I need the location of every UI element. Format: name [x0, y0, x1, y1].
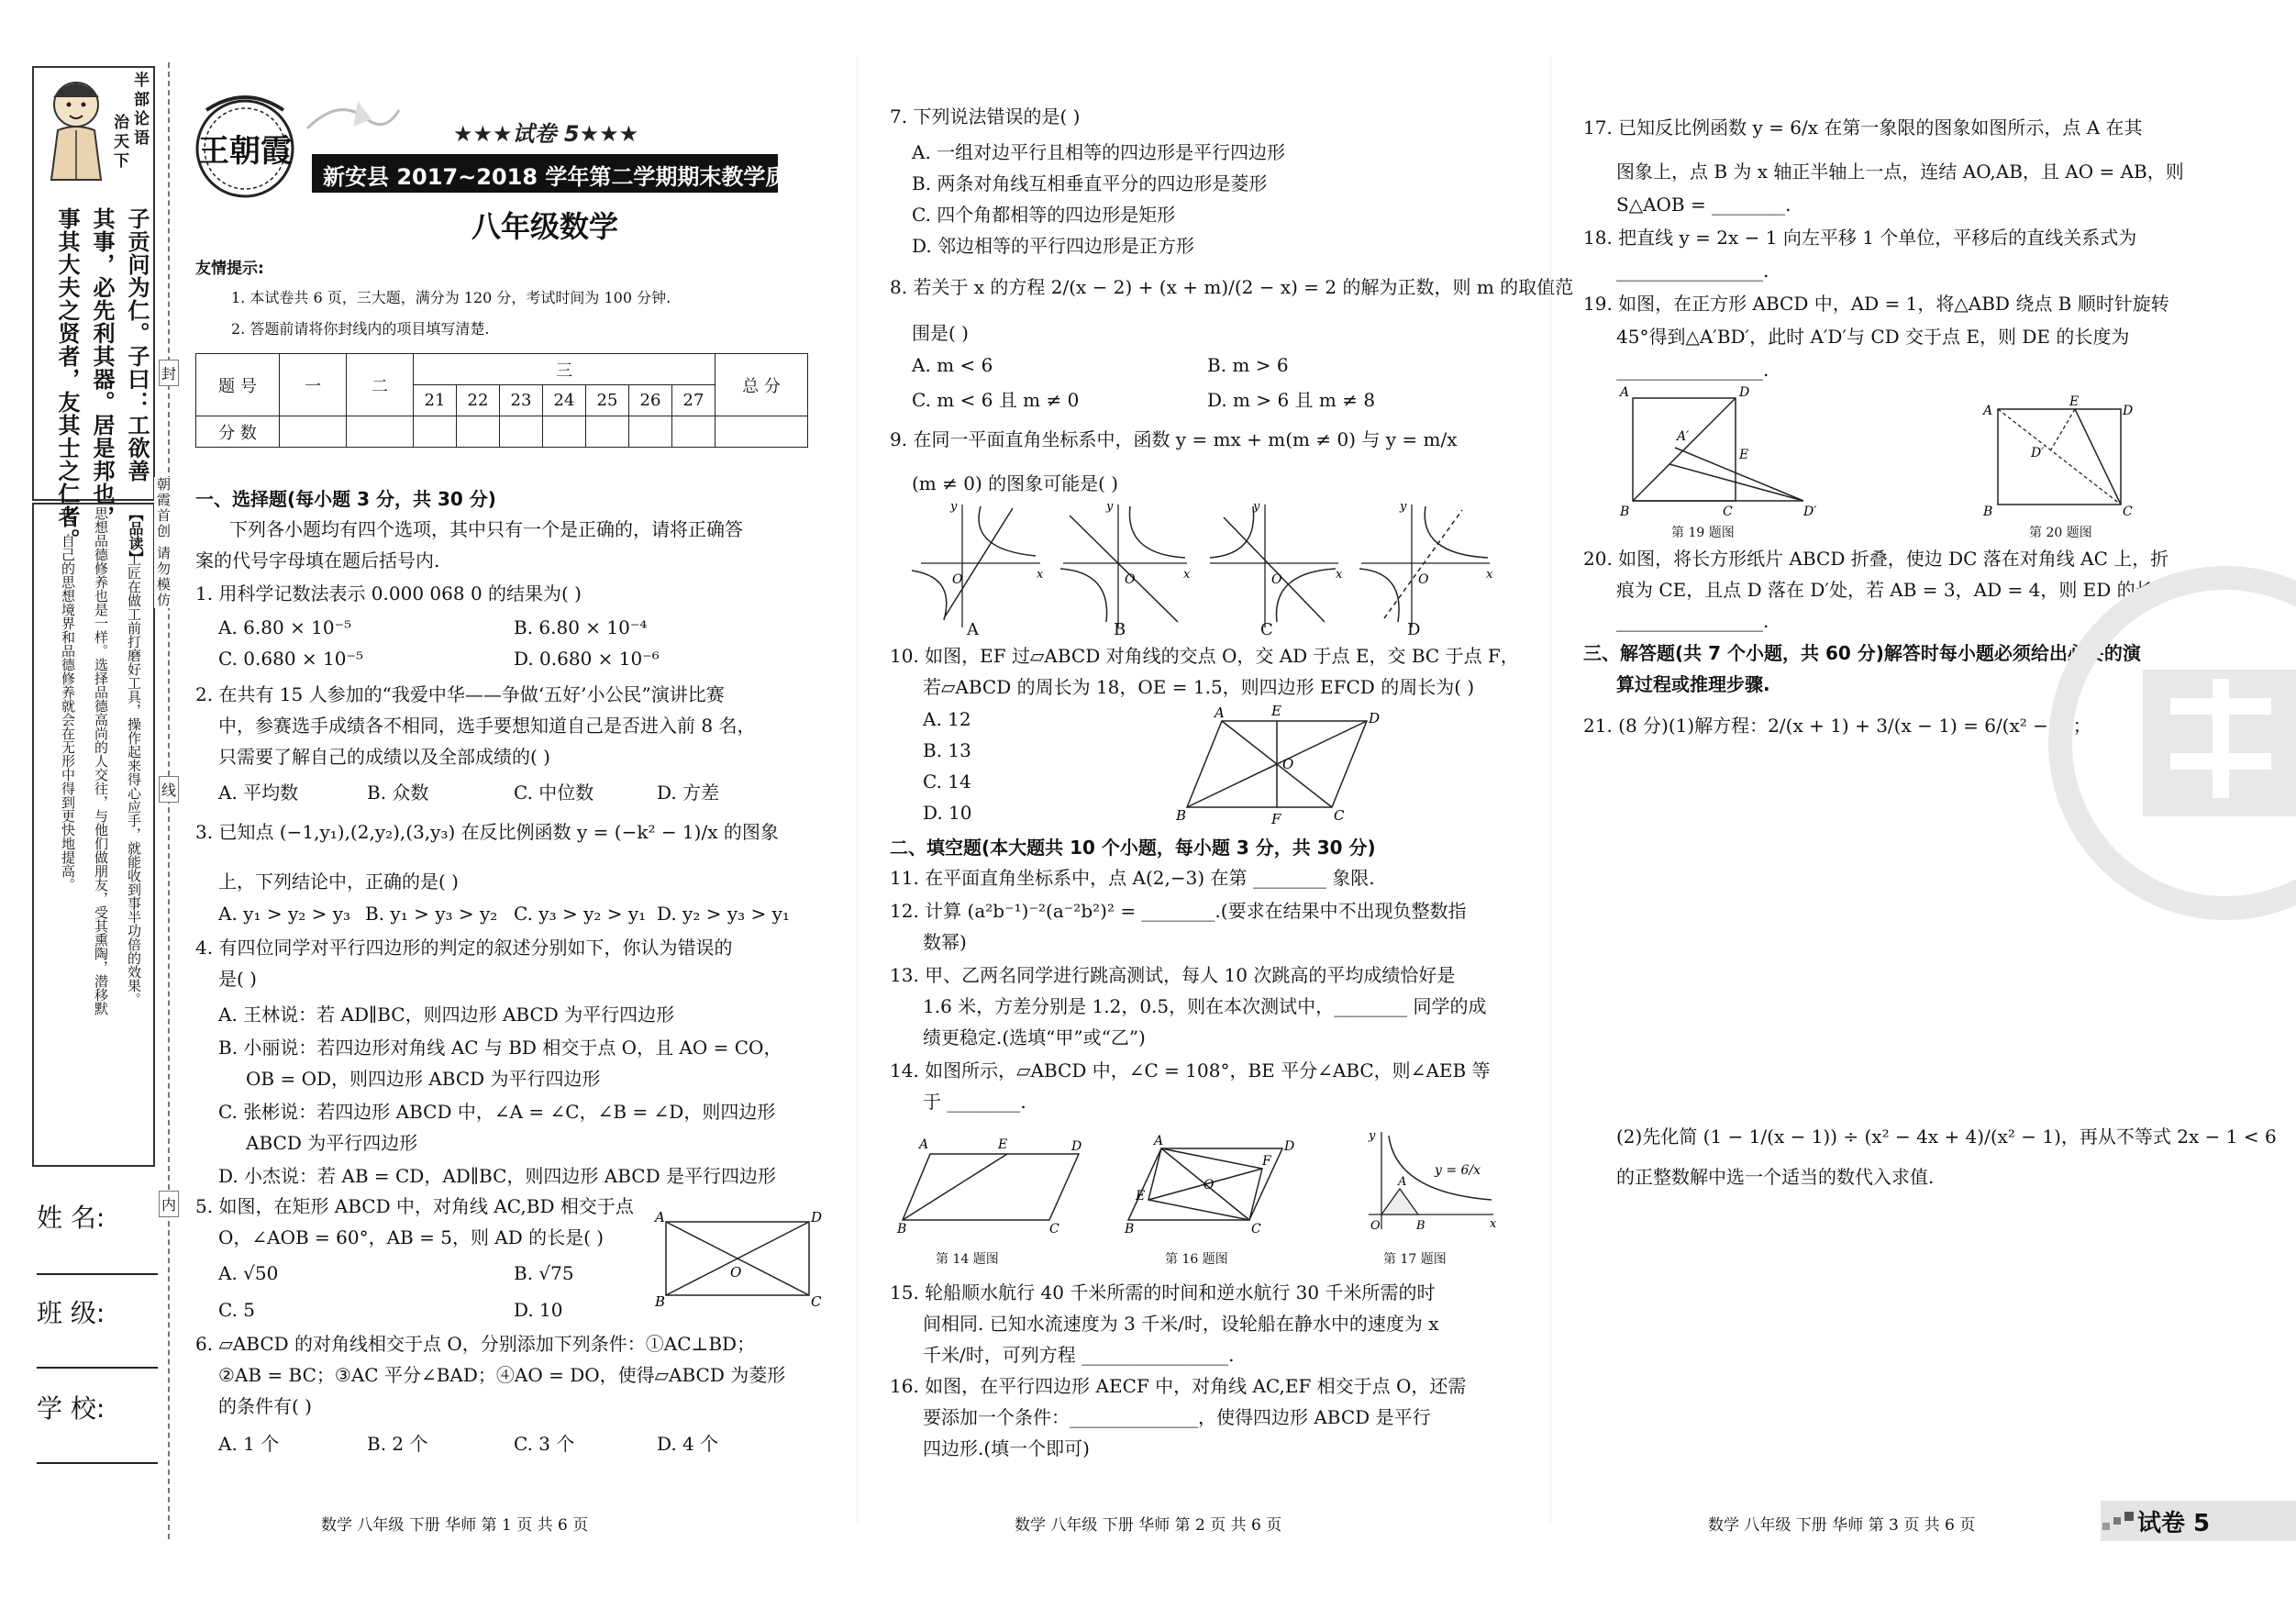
svg-text:O: O	[1271, 572, 1282, 587]
svg-text:D: D	[1369, 710, 1381, 726]
q20-caption: 第 20 题图	[2029, 526, 2092, 540]
q9-line-1: 9. 在同一平面直角坐标系中，函数 y = mx + m(m ≠ 0) 与 y = m/x	[890, 428, 1458, 450]
score-cell[interactable]	[629, 416, 672, 448]
q1-opt-a[interactable]: A. 6.80 × 10⁻⁵	[218, 616, 352, 638]
score-col-24: 24	[543, 385, 586, 416]
svg-text:E: E	[2069, 394, 2080, 409]
confucius-avatar-icon	[35, 70, 117, 189]
q6-line-3: 的条件有( )	[218, 1395, 312, 1417]
score-header-label: 题 号	[196, 354, 280, 416]
page3-footer: 数学 八年级 下册 华师 第 3 页 共 6 页	[1708, 1516, 1976, 1535]
q13-line-3: 绩更稳定.(选填“甲”或“乙”)	[923, 1026, 1146, 1048]
q10-opt-b[interactable]: B. 13	[923, 739, 971, 761]
svg-text:C: C	[1251, 1222, 1261, 1237]
brand-logo-icon	[188, 88, 303, 207]
school-field[interactable]	[37, 1462, 158, 1464]
svg-text:B: B	[1416, 1219, 1425, 1233]
svg-text:F: F	[1262, 1154, 1271, 1169]
svg-text:D: D	[1071, 1139, 1082, 1154]
svg-text:D: D	[1739, 385, 1750, 400]
q3-line-2: 上，下列结论中，正确的是( )	[218, 871, 459, 893]
q3-line-1: 3. 已知点 (−1,y₁),(2,y₂),(3,y₃) 在反比例函数 y = (−k² − 1)/x 的图象	[195, 821, 779, 843]
svg-text:B: B	[1125, 1222, 1135, 1237]
quote-subtitle-2: 治天下	[110, 114, 128, 172]
q9-graph-c[interactable]	[1210, 500, 1343, 627]
score-col-21: 21	[414, 385, 457, 416]
q16-line-3: 四边形.(填一个即可)	[923, 1437, 1090, 1459]
svg-text:E: E	[1739, 448, 1749, 462]
svg-text:O: O	[1203, 1178, 1215, 1192]
q21-part2-answer-area[interactable]	[1583, 1202, 2225, 1495]
svg-text:y: y	[1253, 500, 1260, 514]
seal-char-1: 封	[159, 360, 179, 386]
svg-text:B: B	[1620, 505, 1630, 519]
q17-line-1: 17. 已知反比例函数 y = 6/x 在第一象限的图象如图所示，点 A 在其	[1583, 116, 2143, 139]
q21-part2-line-1: (2)先化简 (1 − 1/(x − 1)) ÷ (x² − 4x + 4)/(x² − 1)，再从不等式 2x − 1 < 6	[1616, 1126, 2277, 1148]
svg-text:y: y	[1106, 500, 1114, 514]
score-cell[interactable]	[414, 416, 457, 448]
q1-opt-d[interactable]: D. 0.680 × 10⁻⁶	[514, 648, 660, 670]
q10-line-2: 若▱ABCD 的周长为 18，OE = 1.5，则四边形 EFCD 的周长为( )	[923, 676, 1475, 698]
svg-text:A: A	[919, 1137, 929, 1152]
q8-line-1: 8. 若关于 x 的方程 2/(x − 2) + (x + m)/(2 − x) = 2 的解为正数，则 m 的取值范	[890, 276, 1574, 298]
q17-caption: 第 17 题图	[1383, 1252, 1447, 1267]
score-col-23: 23	[500, 385, 543, 416]
q10-opt-a[interactable]: A. 12	[923, 708, 971, 730]
score-cell[interactable]	[586, 416, 629, 448]
svg-text:y = 6/x: y = 6/x	[1435, 1163, 1481, 1178]
q3-opt-b[interactable]: B. y₁ > y₃ > y₂	[365, 903, 498, 925]
svg-text:F: F	[1271, 811, 1281, 827]
q4-opt-b[interactable]: B. 小丽说：若四边形对角线 AC 与 BD 相交于点 O，且 AO = CO，	[218, 1037, 782, 1059]
svg-text:A: A	[1398, 1175, 1407, 1189]
q7-opt-a[interactable]: A. 一组对边平行且相等的四边形是平行四边形	[912, 141, 1286, 163]
score-col-27: 27	[672, 385, 715, 416]
q2-opt-a[interactable]: A. 平均数	[218, 782, 299, 804]
seal-watermark-icon	[2033, 569, 2296, 936]
q6-line-1: 6. ▱ABCD 的对角线相交于点 O，分别添加下列条件：①AC⊥BD；	[195, 1333, 756, 1355]
q2-opt-b[interactable]: B. 众数	[367, 782, 429, 804]
score-cell[interactable]	[672, 416, 715, 448]
svg-text:B: B	[655, 1293, 666, 1310]
logo-text: 王朝霞	[198, 133, 292, 170]
svg-text:O: O	[1125, 572, 1136, 587]
score-header-section3: 三	[414, 354, 715, 385]
q17-small-figure	[1365, 1128, 1501, 1233]
q10-opt-c[interactable]: C. 14	[923, 771, 971, 793]
svg-text:B: B	[1176, 807, 1187, 824]
class-label: 班 级:	[37, 1298, 105, 1328]
q4-line-1: 4. 有四位同学对平行四边形的判定的叙述分别如下，你认为错误的	[195, 937, 733, 959]
section1-intro-1: 下列各小题均有四个选项，其中只有一个是正确的，请将正确答	[229, 518, 743, 540]
score-row-label: 分 数	[196, 416, 280, 448]
q7-opt-c[interactable]: C. 四个角都相等的四边形是矩形	[912, 204, 1176, 226]
seal-char-2: 线	[159, 776, 179, 803]
reading-line-2: 思想品德修养也是一样。选择品德高尚的人交往，与他们做朋友，受其熏陶，潜移默	[93, 506, 109, 1015]
svg-text:C: C	[1049, 1222, 1059, 1237]
q3-opt-a[interactable]: A. y₁ > y₂ > y₃	[218, 903, 351, 925]
q13-line-1: 13. 甲、乙两名同学进行跳高测试，每人 10 次跳高的平均成绩恰好是	[890, 964, 1456, 986]
corner-squares-icon	[2102, 1510, 2139, 1534]
svg-text:C: C	[1334, 807, 1345, 824]
q20-figure	[1980, 393, 2132, 519]
q2-opt-c[interactable]: C. 中位数	[514, 782, 594, 804]
q1-opt-c[interactable]: C. 0.680 × 10⁻⁵	[218, 648, 364, 670]
svg-text:O: O	[1418, 572, 1429, 587]
strip-text: 朝霞首创 请勿模仿	[155, 477, 172, 608]
q14-line-1: 14. 如图所示，▱ABCD 中，∠C = 108°，BE 平分∠ABC，则∠AEB 等	[890, 1059, 1491, 1081]
q19-line-2: 45°得到△A′BD′，此时 A′D′与 CD 交于点 E，则 DE 的长度为	[1616, 326, 2130, 348]
svg-text:O: O	[730, 1264, 742, 1281]
q8-opt-d[interactable]: D. m > 6 且 m ≠ 8	[1207, 389, 1376, 411]
svg-text:A′: A′	[1677, 429, 1690, 444]
q9-label-c: C	[1260, 620, 1273, 639]
section3-title-1: 三、解答题(共 7 个小题，共 60 分)解答时每小题必须给出必要的演	[1583, 642, 2141, 664]
q19-line-3: ________________.	[1616, 359, 1769, 381]
q10-opt-d[interactable]: D. 10	[923, 802, 972, 824]
score-col-25: 25	[586, 385, 629, 416]
q3-opt-d[interactable]: D. y₂ > y₃ > y₁	[657, 903, 790, 925]
q7-opt-b[interactable]: B. 两条对角线互相垂直平分的四边形是菱形	[912, 172, 1268, 194]
q2-line-3: 只需要了解自己的成绩以及全部成绩的( )	[218, 746, 550, 768]
score-cell[interactable]	[715, 416, 808, 448]
q19-line-1: 19. 如图，在正方形 ABCD 中，AD = 1，将△ABD 绕点 B 顺时针旋转	[1583, 293, 2169, 315]
ribbon-decoration-icon	[303, 92, 404, 147]
svg-text:x: x	[1336, 568, 1343, 582]
page-divider-2	[1550, 55, 1551, 1523]
q19-caption: 第 19 题图	[1671, 526, 1735, 540]
q14-line-2: 于 ________.	[923, 1091, 1026, 1113]
section1-intro-2: 案的代号字母填在题后括号内.	[195, 549, 440, 571]
corner-tag: 试卷 5	[2137, 1510, 2211, 1537]
exam-title: 新安县 2017~2018 学年第二学期期末教学质量检测试卷	[323, 164, 898, 190]
q6-opt-b[interactable]: B. 2 个	[367, 1433, 428, 1455]
q3-opt-c[interactable]: C. y₃ > y₂ > y₁	[514, 903, 647, 925]
q4-opt-c-cont: ABCD 为平行四边形	[246, 1132, 418, 1154]
section2-title: 二、填空题(本大题共 10 个小题，每小题 3 分，共 30 分)	[890, 837, 1376, 859]
q2-line-2: 中，参赛选手成绩各不相同，选手要想知道自己是否进入前 8 名，	[218, 715, 756, 737]
q4-opt-b-cont: OB = OD，则四边形 ABCD 为平行四边形	[246, 1068, 601, 1090]
svg-text:x: x	[1486, 568, 1493, 582]
q13-line-2: 1.6 米，方差分别是 1.2，0.5，则在本次测试中，________ 同学的成	[923, 995, 1487, 1017]
q21-part2-line-2: 的正整数解中选一个适当的数代入求值.	[1616, 1166, 1935, 1188]
score-header-section2: 二	[347, 354, 414, 416]
svg-text:E: E	[998, 1137, 1008, 1152]
q2-opt-d[interactable]: D. 方差	[657, 782, 720, 804]
svg-text:x: x	[1490, 1217, 1497, 1231]
q17-line-2: 图象上，点 B 为 x 轴正半轴上一点，连结 AO,AB，且 AO = AB，则	[1616, 161, 2184, 183]
svg-text:E: E	[1271, 703, 1281, 719]
q6-line-2: ②AB = BC；③AC 平分∠BAD；④AO = DO，使得▱ABCD 为菱形	[218, 1364, 786, 1386]
quote-line-1: 子贡问为仁。子曰：工欲善	[124, 207, 150, 482]
svg-text:y: y	[950, 500, 958, 514]
q6-opt-a[interactable]: A. 1 个	[218, 1433, 280, 1455]
notice-item-1: 1. 本试卷共 6 页，三大题，满分为 120 分，考试时间为 100 分钟.	[231, 289, 671, 306]
svg-text:A: A	[1215, 704, 1225, 721]
reading-line-1: 工匠在做工前打磨好工具，操作起来得心应手，就能收到事半功倍的效果。	[126, 552, 142, 1006]
q14-caption: 第 14 题图	[936, 1252, 999, 1267]
svg-text:D′: D′	[1803, 505, 1817, 519]
q9-label-d: D	[1407, 620, 1421, 639]
q12-line-2: 数幂)	[923, 931, 967, 953]
svg-text:C: C	[2123, 505, 2133, 519]
subject-title: 八年级数学	[471, 209, 619, 244]
q4-line-2: 是( )	[218, 968, 257, 990]
school-label: 学 校:	[37, 1393, 105, 1424]
q7: 7. 下列说法错误的是( )	[890, 105, 1081, 128]
name-field[interactable]	[37, 1273, 158, 1275]
svg-text:A: A	[655, 1209, 665, 1225]
svg-text:B: B	[897, 1222, 907, 1237]
q6-opt-d[interactable]: D. 4 个	[657, 1433, 719, 1455]
q5-line-1: 5. 如图，在矩形 ABCD 中，对角线 AC,BD 相交于点	[195, 1195, 634, 1217]
svg-text:E: E	[1136, 1189, 1146, 1203]
svg-text:C: C	[811, 1293, 822, 1310]
score-table	[195, 353, 808, 448]
score-cell[interactable]	[543, 416, 586, 448]
score-cell[interactable]	[347, 416, 414, 448]
q18-line-1: 18. 把直线 y = 2x − 1 向左平移 1 个单位，平移后的直线关系式为	[1583, 227, 2137, 249]
svg-text:D: D	[811, 1209, 823, 1225]
svg-text:A: A	[1983, 404, 1993, 418]
q5-opt-b[interactable]: B. √75	[514, 1262, 574, 1284]
q4-opt-a[interactable]: A. 王林说：若 AD∥BC，则四边形 ABCD 为平行四边形	[218, 1004, 675, 1026]
svg-text:C: C	[1723, 505, 1733, 519]
q5-rectangle-figure	[653, 1209, 822, 1310]
q11: 11. 在平面直角坐标系中，点 A(2,−3) 在第 ________ 象限.	[890, 867, 1375, 889]
class-field[interactable]	[37, 1367, 158, 1369]
q15-line-3: 千米/时，可列方程 ________________.	[923, 1344, 1235, 1366]
quote-line-2: 其事，必先利其器。居是邦也，	[89, 207, 115, 528]
q10-parallelogram-figure	[1176, 701, 1387, 826]
q8-opt-b[interactable]: B. m > 6	[1207, 354, 1289, 376]
q9-graph-b[interactable]	[1060, 500, 1191, 627]
score-col-26: 26	[629, 385, 672, 416]
score-header-total: 总 分	[715, 354, 808, 416]
q4-opt-d[interactable]: D. 小杰说：若 AB = CD，AD∥BC，则四边形 ABCD 是平行四边形	[218, 1165, 776, 1187]
section3-title-2: 算过程或推理步骤.	[1616, 673, 1770, 695]
q1: 1. 用科学记数法表示 0.000 068 0 的结果为( )	[195, 582, 582, 604]
q8-opt-a[interactable]: A. m < 6	[912, 354, 993, 376]
page1-footer: 数学 八年级 下册 华师 第 1 页 共 6 页	[321, 1516, 589, 1535]
page2-footer: 数学 八年级 下册 华师 第 2 页 共 6 页	[1015, 1516, 1282, 1535]
score-cell[interactable]	[500, 416, 543, 448]
q20-line-1: 20. 如图，将长方形纸片 ABCD 折叠，使边 DC 落在对角线 AC 上，折	[1583, 548, 2169, 570]
notice-title: 友情提示:	[195, 260, 264, 278]
q9-graph-a[interactable]	[912, 500, 1044, 627]
name-label: 姓 名:	[37, 1203, 105, 1233]
q8-opt-c[interactable]: C. m < 6 且 m ≠ 0	[912, 389, 1080, 411]
q5-opt-c[interactable]: C. 5	[218, 1299, 256, 1321]
svg-text:B: B	[1983, 505, 1993, 519]
q7-opt-d[interactable]: D. 邻边相等的平行四边形是正方形	[912, 235, 1195, 257]
q20-line-2: 痕为 CE，且点 D 落在 D′处，若 AB = 3，AD = 4，则 ED 的长为	[1616, 579, 2172, 601]
q14-figure	[897, 1132, 1084, 1237]
page-divider-1	[857, 55, 858, 1523]
q6-opt-c[interactable]: C. 3 个	[514, 1433, 575, 1455]
q16-line-1: 16. 如图，在平行四边形 AECF 中，对角线 AC,EF 相交于点 O，还需	[890, 1375, 1467, 1397]
score-col-22: 22	[457, 385, 500, 416]
q5-opt-d[interactable]: D. 10	[514, 1299, 563, 1321]
svg-text:A: A	[1620, 385, 1630, 400]
q15-line-2: 间相同. 已知水流速度为 3 千米/时，设轮船在静水中的速度为 x	[923, 1313, 1439, 1335]
q10-line-1: 10. 如图，EF 过▱ABCD 对角线的交点 O，交 AD 于点 E，交 BC 于点 F，	[890, 645, 1519, 667]
svg-text:O: O	[1282, 756, 1294, 772]
q9-label-b: B	[1114, 620, 1126, 639]
q17-line-3: S△AOB = ________.	[1616, 194, 1791, 216]
reading-label: 【品读】	[127, 506, 144, 565]
q15-line-1: 15. 轮船顺水航行 40 千米所需的时间和逆水航行 30 千米所需的时	[890, 1281, 1436, 1303]
q9-graph-d[interactable]	[1359, 500, 1493, 627]
svg-text:O: O	[1370, 1219, 1381, 1233]
svg-text:y: y	[1400, 500, 1407, 514]
svg-text:x: x	[1037, 568, 1044, 582]
score-cell[interactable]	[457, 416, 500, 448]
q2-line-1: 2. 在共有 15 人参加的“我爱中华——争做‘五好’小公民”演讲比赛	[195, 683, 725, 705]
q12-line-1: 12. 计算 (a²b⁻¹)⁻²(a⁻²b²)² = ________.(要求在结果中不出现负整数指	[890, 900, 1467, 922]
q16-caption: 第 16 题图	[1165, 1252, 1228, 1267]
svg-text:D: D	[1284, 1139, 1295, 1154]
q19-figure	[1620, 383, 1827, 519]
section1-title: 一、选择题(每小题 3 分，共 30 分)	[195, 488, 496, 510]
q1-opt-b[interactable]: B. 6.80 × 10⁻⁴	[514, 616, 648, 638]
quote-line-3: 事其大夫之贤者，友其士之仁者。	[54, 207, 80, 551]
score-header-section1: 一	[280, 354, 347, 416]
svg-text:D: D	[2123, 404, 2134, 418]
paper-tag: ★★★试卷 5★★★	[453, 121, 639, 147]
q16-figure	[1125, 1132, 1295, 1237]
reading-line-3: 化，自己的思想境界和品德修养就会在无形中得到更快地提高。	[60, 506, 76, 892]
svg-text:A: A	[1154, 1134, 1164, 1148]
notice-item-2: 2. 答题前请将你封线内的项目填写清楚.	[231, 320, 490, 338]
svg-text:O: O	[952, 572, 963, 587]
q18-line-2: ________________.	[1616, 260, 1769, 282]
svg-text:x: x	[1183, 568, 1191, 582]
q4-opt-c[interactable]: C. 张彬说：若四边形 ABCD 中，∠A = ∠C，∠B = ∠D，则四边形	[218, 1101, 776, 1123]
q9-label-a: A	[967, 620, 979, 639]
svg-text:y: y	[1369, 1129, 1376, 1143]
q21-part1: 21. (8 分)(1)解方程：2/(x + 1) + 3/(x − 1) = 6/(x² − 1)；	[1583, 715, 2091, 737]
seal-char-3: 内	[159, 1191, 179, 1217]
q8-line-2: 围是( )	[912, 322, 969, 344]
q20-line-3: ________________.	[1616, 610, 1769, 632]
q9-line-2: (m ≠ 0) 的图象可能是( )	[912, 472, 1119, 494]
quote-subtitle-1: 半部论语	[130, 72, 149, 149]
q5-opt-a[interactable]: A. √50	[218, 1262, 279, 1284]
q16-line-2: 要添加一个条件：______________，使得四边形 ABCD 是平行	[923, 1406, 1431, 1428]
svg-text:D′: D′	[2031, 446, 2045, 460]
score-cell[interactable]	[280, 416, 347, 448]
q5-line-2: O，∠AOB = 60°，AB = 5，则 AD 的长是( )	[218, 1226, 605, 1248]
